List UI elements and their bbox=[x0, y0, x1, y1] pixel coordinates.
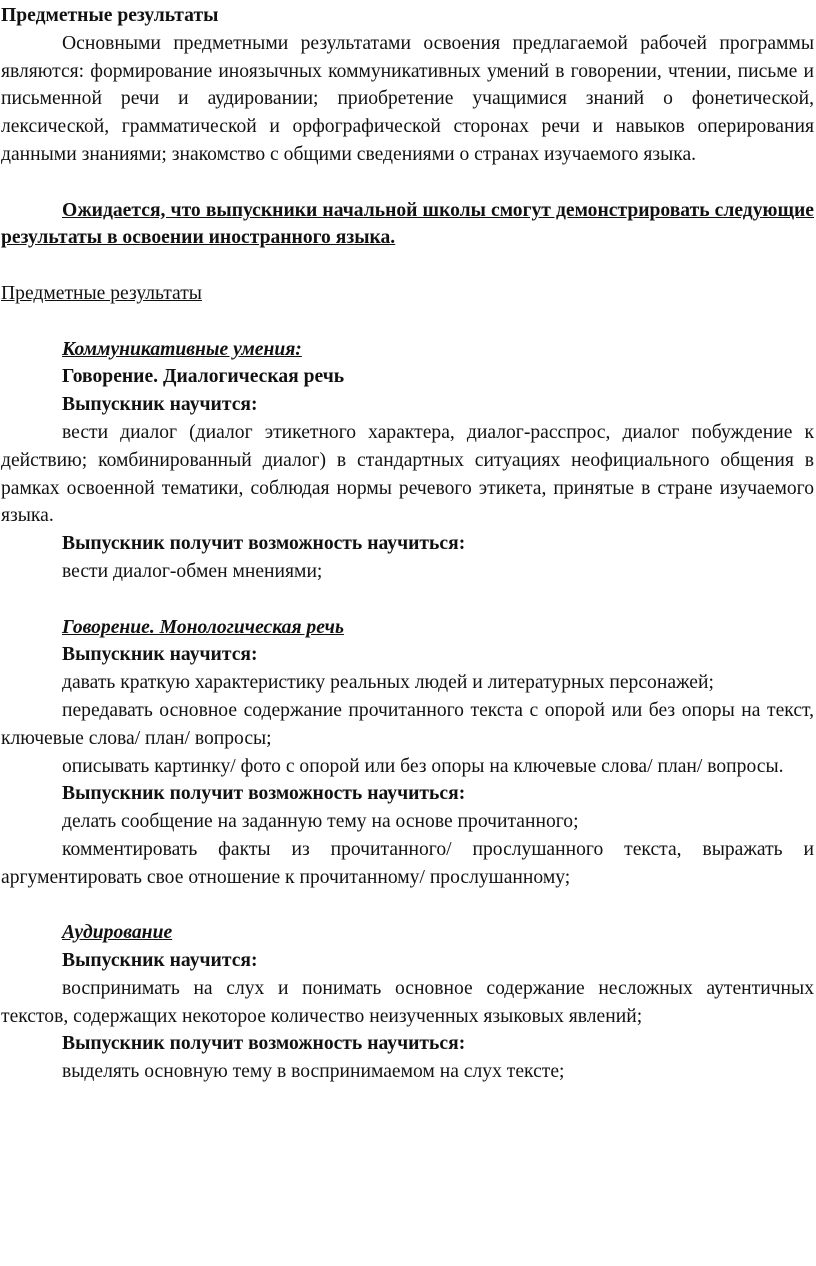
dialog-opportunity-label: Выпускник получит возможность научиться: bbox=[62, 533, 466, 555]
dialog-section-title: Говорение. Диалогическая речь bbox=[62, 366, 345, 388]
results-heading: Предметные результаты bbox=[1, 282, 202, 304]
monolog-section-title: Говорение. Монологическая речь bbox=[62, 616, 344, 638]
listening-opportunity-item: выделять основную тему в воспринимаемом на слух тексте; bbox=[62, 1061, 565, 1083]
monolog-learns-item: передавать основное содержание прочитанного текста с опорой или без опоры на текст, ключевые слова/ план/ вопросы; bbox=[1, 699, 814, 749]
monolog-opportunity-item: комментировать факты из прочитанного/ прослушанного текста, выражать и аргументировать свое отношение к прочитанному/ прослушанному; bbox=[1, 838, 814, 888]
listening-learns-item: воспринимать на слух и понимать основное содержание несложных аутентичных текстов, содержащих некоторое количество неизученных языковых явлений; bbox=[1, 977, 814, 1027]
intro-heading: Предметные результаты bbox=[1, 5, 219, 26]
expected-results-statement: Ожидается, что выпускники начальной школы смогут демонстрировать следующие результаты в освоении иностранного языка. bbox=[1, 199, 814, 249]
dialog-learns-item: вести диалог (диалог этикетного характера, диалог-расспрос, диалог побуждение к действию; комбинированный диалог) в стандартных ситуациях неофициального общения в рамках освоенной тематики, соблюдая нормы речевого этикета, принятые в стране изучаемого языка. bbox=[1, 421, 814, 527]
monolog-learns-label: Выпускник научится: bbox=[62, 644, 258, 666]
dialog-learns-label: Выпускник научится: bbox=[62, 394, 258, 416]
spacer bbox=[1, 169, 814, 197]
monolog-opportunity-label: Выпускник получит возможность научиться: bbox=[62, 783, 466, 805]
listening-opportunity-label: Выпускник получит возможность научиться: bbox=[62, 1033, 466, 1055]
monolog-learns-item: давать краткую характеристику реальных людей и литературных персонажей; bbox=[62, 672, 714, 694]
monolog-learns-item: описывать картинку/ фото с опорой или без опоры на ключевые слова/ план/ вопросы. bbox=[62, 755, 784, 777]
monolog-opportunity-item: делать сообщение на заданную тему на основе прочитанного; bbox=[62, 811, 579, 833]
listening-learns-label: Выпускник научится: bbox=[62, 950, 258, 972]
spacer bbox=[1, 252, 814, 280]
spacer bbox=[1, 308, 814, 336]
listening-section-title: Аудирование bbox=[62, 922, 173, 944]
intro-paragraph: Основными предметными результатами освоения предлагаемой рабочей программы являются: формирование иноязычных коммуникативных умений в говорении, чтении, письме и письменной речи и аудировании; приобретение учащимися знаний о фонетической, лексической, грамматической и орфографической сторонах речи и навыков оперирования данными знаниями; знакомство с общими сведениями о странах изучаемого языка. bbox=[1, 32, 814, 165]
spacer bbox=[1, 586, 814, 614]
dialog-opportunity-item: вести диалог-обмен мнениями; bbox=[62, 560, 323, 582]
spacer bbox=[1, 892, 814, 920]
communicative-skills-title: Коммуникативные умения: bbox=[62, 338, 302, 360]
